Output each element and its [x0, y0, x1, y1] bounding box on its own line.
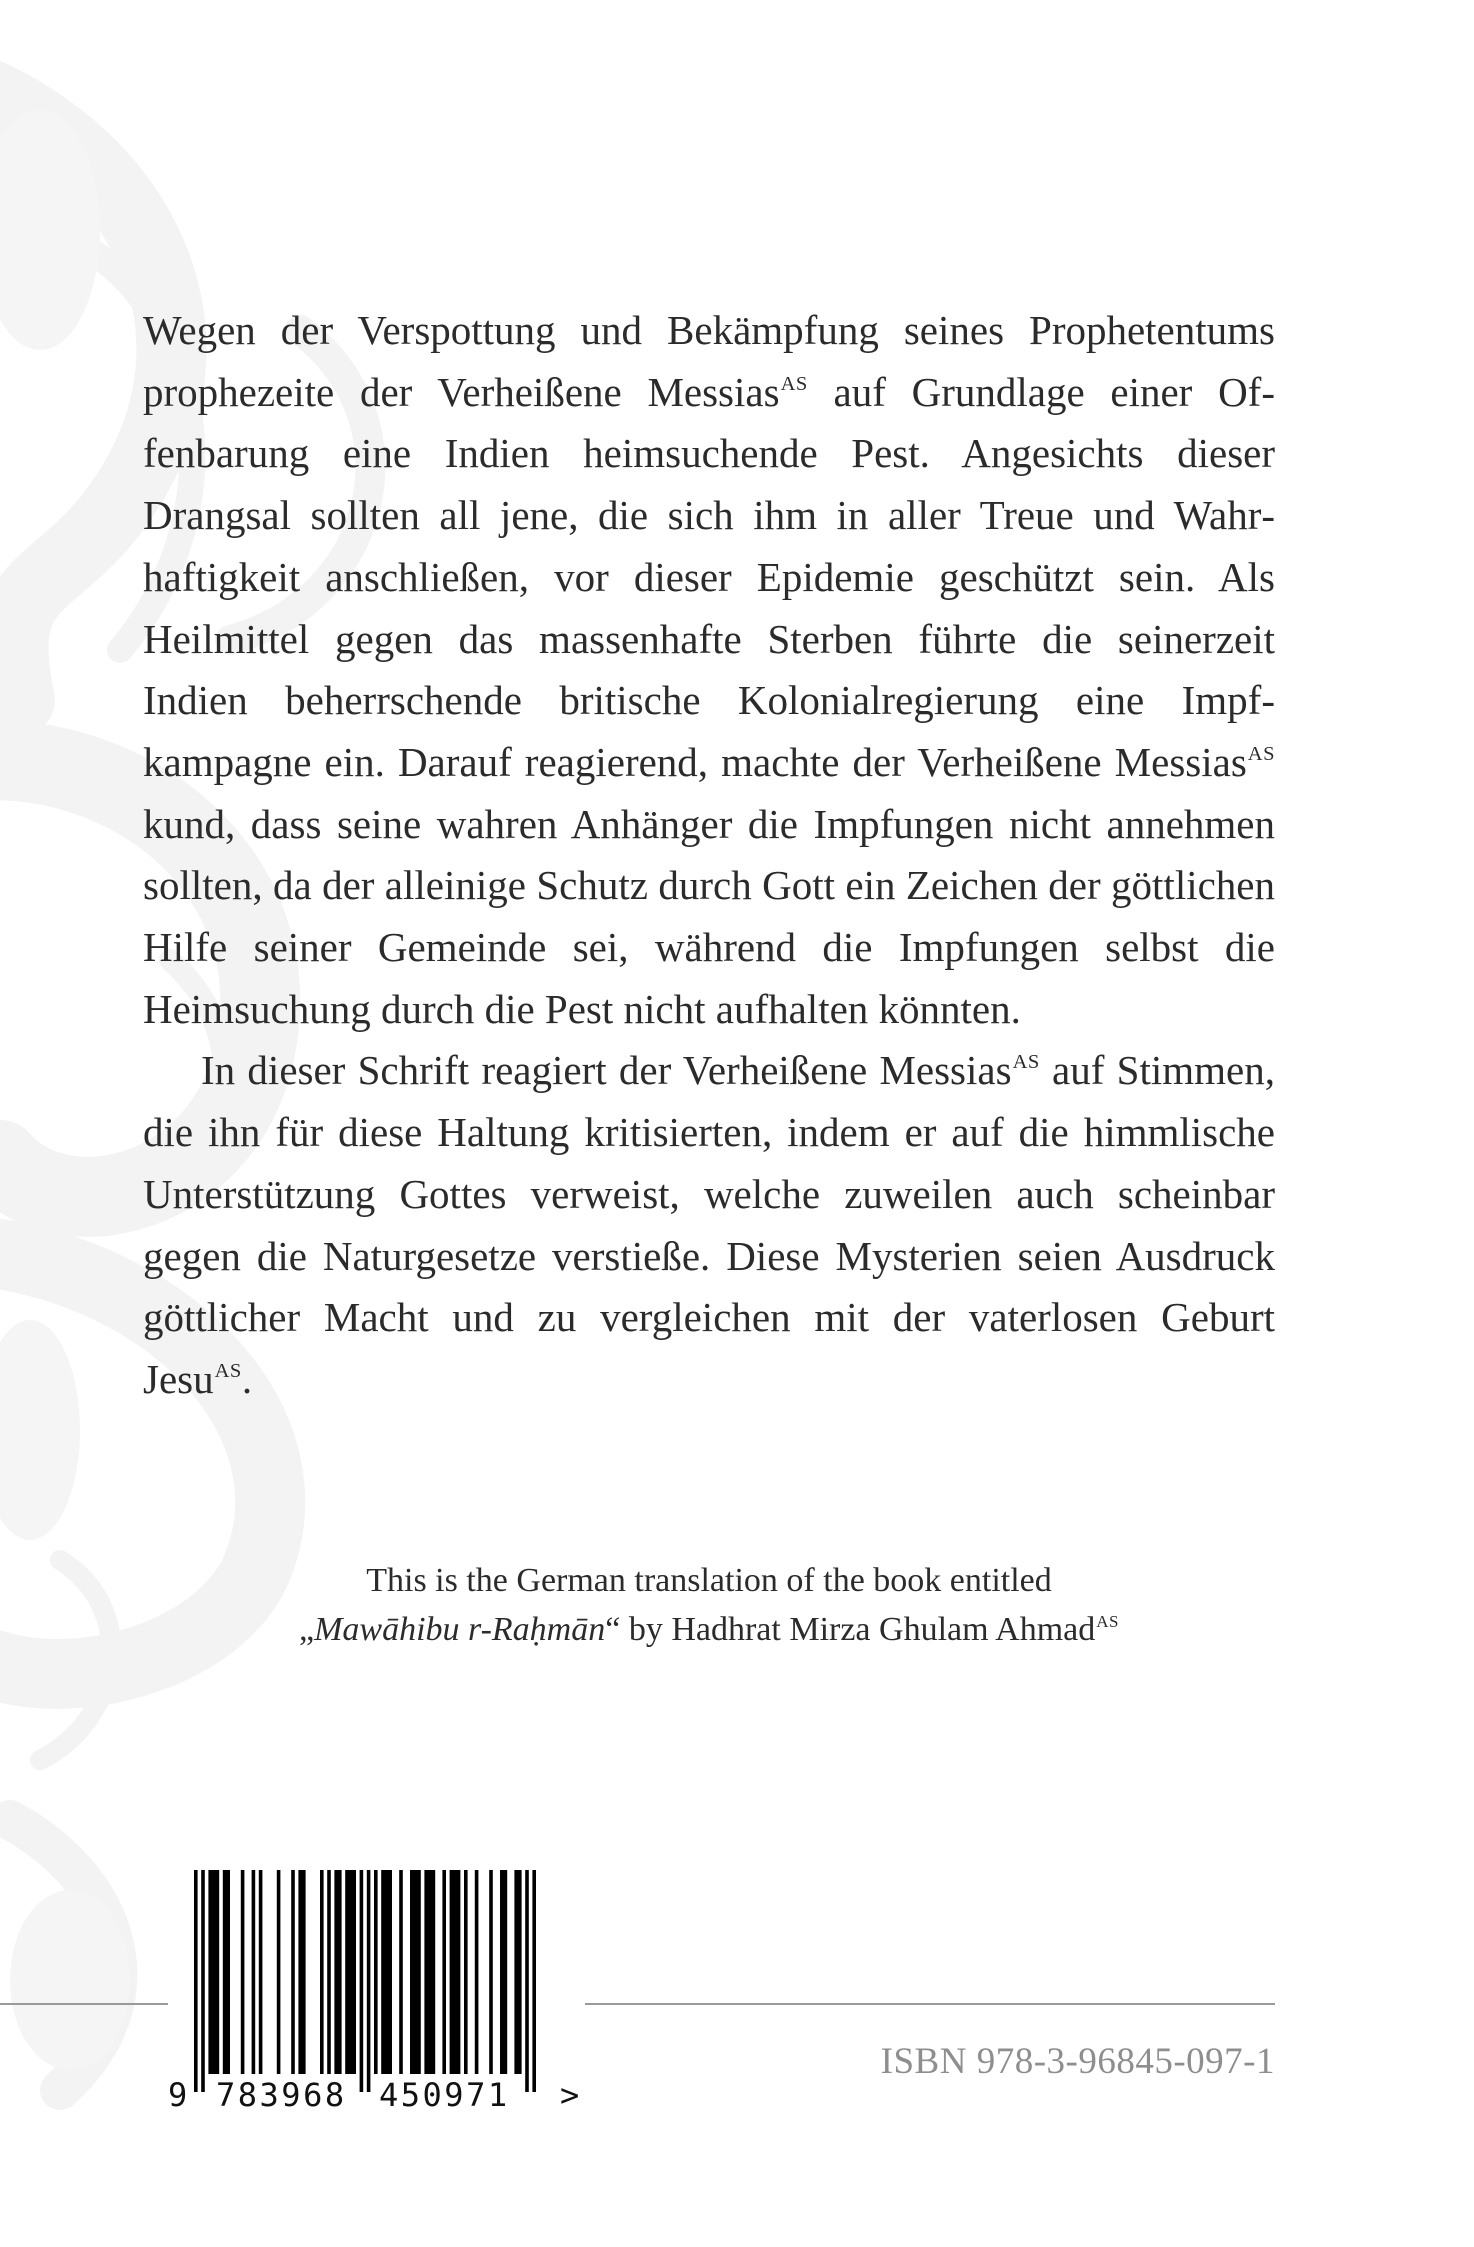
barcode-digit-lead: 9 [168, 2076, 188, 2114]
barcode-bar [475, 1870, 479, 2074]
barcode-bar [367, 1870, 371, 2092]
honorific-superscript: AS [214, 1359, 242, 1382]
translation-note [143, 1556, 1275, 1654]
barcode-bar [320, 1870, 324, 2074]
barcode-bar [334, 1870, 341, 2074]
honorific-superscript: AS [1247, 742, 1275, 765]
barcode-digits-left: 783968 [216, 2076, 347, 2114]
barcode-bar [252, 1870, 256, 2074]
isbn-number: ISBN 978-3-96845-097-1 [880, 2041, 1275, 2082]
barcode-bar [514, 1870, 521, 2074]
divider-line-right [585, 2003, 1275, 2005]
barcode-bar [442, 1870, 446, 2074]
barcode-bar [208, 1870, 219, 2074]
barcode-bar [450, 1870, 461, 2074]
barcode-bar [241, 1870, 245, 2074]
barcode-bar [399, 1870, 403, 2074]
paragraph-text: Wegen der Verspottung und Bekämpfung seines Prophetentums prophezeite der Verheißene Messias [143, 307, 1275, 415]
blurb-paragraph-1 [143, 300, 1275, 1040]
barcode-bar [464, 1870, 468, 2074]
barcode-bar [381, 1870, 392, 2074]
barcode-bar [223, 1870, 230, 2074]
barcode-digits-right: 450971 [379, 2076, 510, 2114]
paragraph-text: auf Stimmen, die ihn für diese Haltung kritisierten, indem er auf die himmlische Unterstützung Gottes verweist, welche zuweilen auch scheinbar gegen die Naturgesetze verstieße. Diese Mysterien seien Ausdruck göttlicher Macht und zu vergleichen mit der vaterlosen Geburt Jesu [143, 1047, 1275, 1402]
blurb-text [143, 300, 1275, 1411]
barcode-bar [532, 1870, 536, 2092]
honorific-superscript: AS [1012, 1051, 1040, 1074]
paragraph-text: . [241, 1355, 253, 1402]
honorific-superscript: AS [780, 372, 808, 395]
barcode-bar [298, 1870, 305, 2074]
barcode-bar [194, 1870, 198, 2092]
original-book-title: Mawāhibu r-Raḥmān [314, 1611, 606, 1648]
isbn-barcode [168, 1866, 585, 2121]
barcode-bar [345, 1870, 356, 2074]
barcode-bar [201, 1870, 205, 2092]
barcode-bar [327, 1870, 331, 2074]
barcode-bar [374, 1870, 378, 2074]
barcode-bar [259, 1870, 263, 2074]
barcode-bar [291, 1870, 295, 2074]
paragraph-text: kund, dass seine wahren Anhänger die Impfungen nicht annehmen sollten, da der alleinige Schutz durch Gott ein Zeichen der göttlichen Hilfe seiner Gemeinde sei, während die Impfungen selbst die Heimsuchung durch die Pest nicht aufhalten könnten. [143, 800, 1275, 1032]
barcode-bar [410, 1870, 421, 2074]
barcode-bar [277, 1870, 281, 2074]
barcode-bar [500, 1870, 507, 2074]
translation-note-line-1: This is the German translation of the book entitled [366, 1562, 1052, 1599]
author-text: by Hadhrat Mirza Ghulam Ahmad [620, 1611, 1096, 1648]
barcode-bar [424, 1870, 435, 2074]
divider-line-left [0, 2003, 168, 2005]
honorific-superscript: AS [1096, 1611, 1119, 1631]
barcode-quiet-zone-marker: > [560, 2076, 580, 2114]
barcode-bar [525, 1870, 529, 2092]
barcode-bar [489, 1870, 493, 2074]
barcode-bar [360, 1870, 364, 2092]
translation-note-line-2: „Mawāhibu r-Raḥmān“ by Hadhrat Mirza Ghulam Ahmad$^{AS}$ [298, 1611, 1119, 1648]
paragraph-text: In dieser Schrift reagiert der Verheißene Messias [201, 1047, 1012, 1094]
paragraph-text: auf Grundlage einer Offenbarung eine Indien heimsuchende Pest. Angesichts dieser Drangsal sollten all jene, die sich ihm in aller Treue und Wahrhaftigkeit anschließen, vor dieser Epidemie geschützt sein. Als Heilmittel gegen das massenhafte Sterben führte die seinerzeit Indien beherrschende britische Kolonialregierung eine Impfkampagne ein. Darauf reagierend, machte der Verheißene Messias [143, 368, 1275, 785]
blurb-paragraph-2 [143, 1040, 1275, 1410]
